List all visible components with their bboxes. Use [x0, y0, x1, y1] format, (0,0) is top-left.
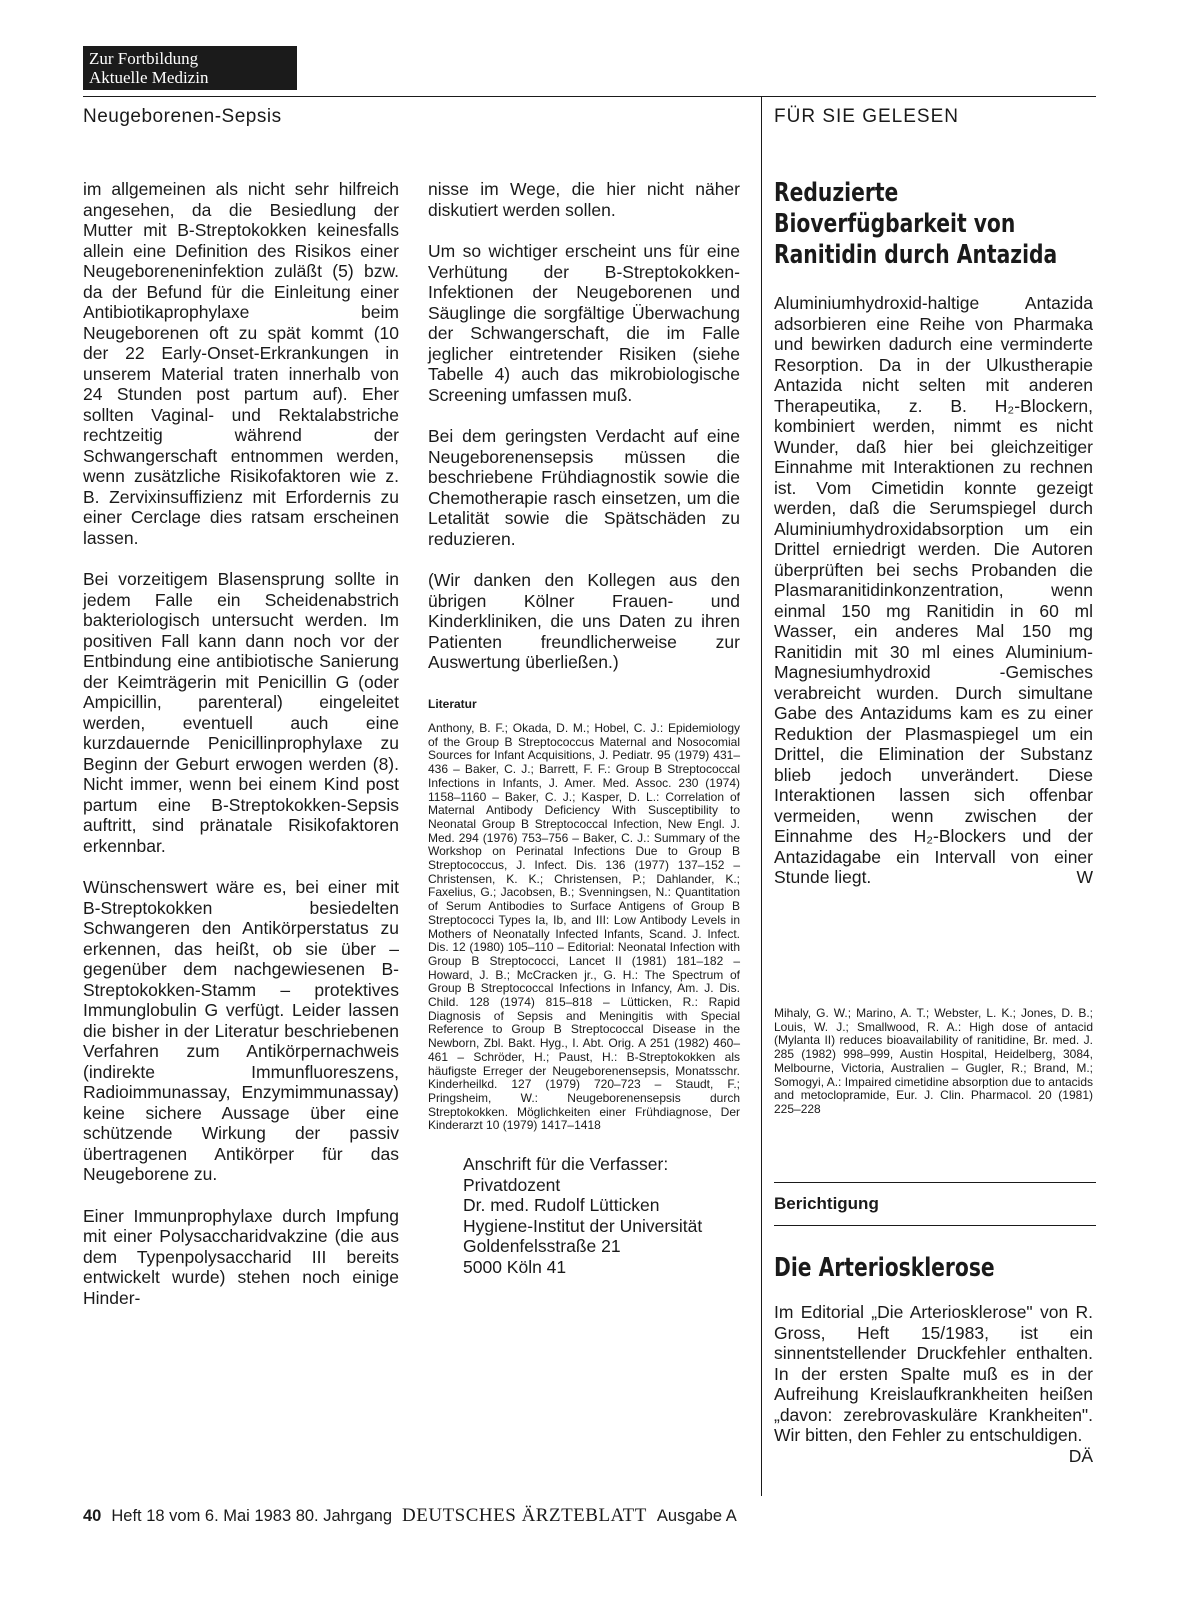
badge-line-1: Zur Fortbildung: [89, 49, 199, 68]
article-column-1: [83, 179, 399, 1329]
author-address: [463, 1154, 740, 1277]
paragraph: Einer Immunprophylaxe durch Impfung mit einer Polysaccharidvakzine (die aus dem Typenpolysaccharid III bereits entwickelt wurde) stehen noch einige Hinder-: [83, 1205, 399, 1308]
section-title-left: Neugeborenen-Sepsis: [83, 106, 282, 127]
headline-line: Bioverfügbarkeit von: [774, 209, 1016, 239]
paragraph: Bei vorzeitigem Blasensprung sollte in jedem Falle ein Scheidenabstrich bakteriologisch untersucht werden. Im positiven Fall kann dann noch vor der Entbindung eine antibiotische Sanierung der Keimträgerin mit Penicillin G (oder Ampicillin, parenteral) eingeleitet werden, eventuell auch eine kurzdauernde Penicillinprophylaxe zu Beginn der Geburt erwogen werden (8). Nicht immer, wenn bei einem Kind post partum eine B-Streptokokken-Sepsis auftritt, sind pränatale Risikofaktoren erkennbar.: [83, 569, 399, 856]
magazine-name: DEUTSCHES ÄRZTEBLATT: [402, 1505, 647, 1526]
badge-line-2: Aktuelle Medizin: [89, 68, 209, 87]
address-line: 5000 Köln 41: [463, 1256, 567, 1277]
divider: [774, 1225, 1096, 1226]
edition: Ausgabe A: [656, 1507, 737, 1525]
column-divider: [761, 96, 762, 1496]
paragraph: Um so wichtiger erscheint uns für eine Verhütung der B-Streptokokken-Infektionen der Neugeborenen und Säuglinge die sorgfältige Überwachung der Schwangerschaft, die im Falle jeglicher eintretender Risiken (siehe Tabelle 4) auch das mikrobiologische Screening umfassen muß.: [428, 241, 740, 405]
correction-body: [774, 1302, 1093, 1466]
correction-label: Berichtigung: [774, 1194, 879, 1213]
section-badge: [83, 46, 297, 90]
author-signature: W: [1076, 867, 1093, 887]
article-reference: Mihaly, G. W.; Marino, A. T.; Webster, L. K.; Jones, D. B.; Louis, W. J.; Smallwood, R. A.: High dose of antacid (Mylanta II) reduces bioavailability of ranitidine, Br. med. J. 285 (1982) 998–999, Austin Hospital, Heidelberg, 3084, Melbourne, Victoria, Australien – Gugler, R.; Brand, M.; Somogyi, A.: Impaired cimetidine absorption due to antacids and metoclopramide, Eur. J. Clin. Pharmacol. 20 (1981) 225–228: [774, 1006, 1093, 1116]
body-text: Im Editorial „Die Arteriosklerose" von R. Gross, Heft 15/1983, ist ein sinnentstellender Druckfehler enthalten. In der ersten Spalte muß es in der Aufreihung Kreislaufkrankheiten heißen „davon: zerebrovaskuläre Krankheiten". Wir bitten, den Fehler zu entschuldigen.: [774, 1302, 1093, 1445]
literature-list: Anthony, B. F.; Okada, D. M.; Hobel, C. J.: Epidemiology of the Group B Streptococcus Maternal and Nosocomial Sources for Infant Acquisitions, J. Pediatr. 95 (1979) 431–436 – Baker, C. J.; Barrett, F. F.: Group B Streptococcal Infections in Infants, J. Amer. Med. Assoc. 230 (1974) 1158–1160 – Baker, C. J.; Kasper, D. L.: Correlation of Maternal Antibody Deficiency With Susceptibility to Neonatal Group B Streptococcal Infection, New Engl. J. Med. 294 (1976) 753–756 – Baker, C. J.: Summary of the Workshop on Perinatal Infections Due to Group B Streptococcus, J. Infect. Dis. 136 (1977) 137–152 – Christensen, K. K.; Christensen, P.; Dahlander, K.; Faxelius, G.; Jacobsen, B.; Svenningsen, N.: Quantitation of Serum Antibodies to Surface Antigens of Group B Streptococci Types Ia, Ib, and III: Low Antibody Levels in Mothers of Neonatally Infected Infants, Scand. J. Infect. Dis. 12 (1980) 105–110 – Editorial: Neonatal Infection with Group B Streptococci, Lancet II (1981) 181–182 – Howard, J. B.; McCracken jr., G. H.: The Spectrum of Group B Streptococcal Infections in Infancy, Am. J. Dis. Child. 128 (1974) 815–818 – Lütticken, R.: Rapid Diagnosis of Sepsis and Meningitis with Special Reference to Group B Streptococcal Disease in the Newborn, Zbl. Bakt. Hyg., I. Abt. Orig. A 251 (1982) 460–461 – Schröder, H.; Paust, H.: B-Streptokokken als häufigste Erreger der Neugeborenensepsis, Monatsschr. Kinderheilkd. 127 (1979) 720–723 – Staudt, F.; Pringsheim, W.: Neugeborenensepsis durch Streptokokken. Möglichkeiten einer Frühdiagnose, Der Kinderarzt 10 (1979) 1417–1418: [428, 721, 740, 1133]
address-line: Goldenfelsstraße 21: [463, 1236, 621, 1257]
body-text: Aluminiumhydroxid-haltige Antazida adsorbieren eine Reihe von Pharmaka und bewirken dadurch eine verminderte Resorption. Da in der Ulkustherapie Antazida nicht selten mit anderen Therapeutika, z. B. H₂-Blockern, kombiniert werden, nimmt es nicht Wunder, daß hier bei gleichzeitiger Einnahme mit Interaktionen zu rechnen ist. Vom Cimetidin konnte gezeigt werden, daß die Serumspiegel durch Aluminiumhydroxidabsorption um ein Drittel erniedrigt werden. Die Autoren überprüften bei sechs Probanden die Plasmaranitidinkonzentration, wenn einmal 150 mg Ranitidin in 60 ml Wasser, ein anderes Mal 150 mg Ranitidin mit 30 ml eines Aluminium-Magnesiumhydroxid -Gemisches verabreicht wurden. Durch simultane Gabe des Antazidums kam es zu einer Reduktion der Plasmaspiegel um ein Drittel, die Elimination der Substanz blieb jedoch unverändert. Diese Interaktionen lassen sich offenbar vermeiden, wenn zwischen der Einnahme des H₂-Blockers und der Antazidagabe ein Intervall von einer Stunde liegt.: [774, 293, 1093, 887]
section-title-right: FÜR SIE GELESEN: [774, 106, 959, 127]
paragraph: Bei dem geringsten Verdacht auf eine Neugeborenensepsis müssen die beschriebene Frühdiagnostik sowie die Chemotherapie rasch einsetzen, um die Letalität sowie die Spätschäden zu reduzieren.: [428, 426, 740, 549]
header-rule: [83, 96, 1096, 97]
paragraph: im allgemeinen als nicht sehr hilfreich angesehen, da die Besiedlung der Mutter mit B-Streptokokken keinesfalls allein eine Definition des Risikos einer Neugeboreneninfektion zuläßt (5) bzw. da der Befund für die Einleitung einer Antibiotikaprophylaxe beim Neugeborenen oft zu spät kommt (10 der 22 Early-Onset-Erkrankungen in unserem Material traten innerhalb von 24 Stunden post partum auf). Eher sollten Vaginal- und Rektalabstriche rechtzeitig während der Schwangerschaft entnommen werden, wenn zusätzliche Risikofaktoren wie z. B. Zervixinsuffizienz mit Erfordernis zu einer Cerclage dies ratsam erscheinen lassen.: [83, 179, 399, 548]
address-line: Privatdozent: [463, 1174, 561, 1195]
address-line: Hygiene-Institut der Universität: [463, 1215, 703, 1236]
paragraph: Wünschenswert wäre es, bei einer mit B-Streptokokken besiedelten Schwangeren den Antikörperstatus zu erkennen, das heißt, ob sie über – gegenüber dem nachgewiesenen B-Streptokokken-Stamm – protektives Immunglobulin G verfügt. Leider lassen die bisher in der Literatur beschriebenen Verfahren zum Antikörpernachweis (indirekte Immunfluoreszens, Radioimmunassay, Enzymimmunassay) keine sichere Aussage über eine schützende Wirkung der passiv übertragenen Antikörper für das Neugeborene zu.: [83, 877, 399, 1184]
correction-headline: Die Arteriosklerose: [774, 1253, 995, 1283]
paragraph: (Wir danken den Kollegen aus den übrigen Kölner Frauen- und Kinderkliniken, die uns Daten zu ihren Patienten freundlicherweise zur Auswertung überließen.): [428, 570, 740, 672]
correction-signature: DÄ: [1068, 1445, 1093, 1466]
address-line: Anschrift für die Verfasser:: [463, 1154, 669, 1175]
article-headline: [774, 178, 1057, 271]
literature-heading: Literatur: [428, 696, 477, 711]
page-number: 40: [83, 1507, 102, 1525]
article-body: [774, 293, 1093, 888]
page-footer: [83, 1505, 737, 1527]
headline-line: Reduzierte: [774, 178, 899, 208]
headline-line: Ranitidin durch Antazida: [774, 240, 1058, 270]
article-column-2: [428, 179, 740, 1277]
paragraph: nisse im Wege, die hier nicht näher diskutiert werden sollen.: [428, 179, 740, 220]
issue-info: Heft 18 vom 6. Mai 1983 80. Jahrgang: [111, 1507, 393, 1525]
address-line: Dr. med. Rudolf Lütticken: [463, 1195, 660, 1216]
divider: [774, 1182, 1096, 1183]
